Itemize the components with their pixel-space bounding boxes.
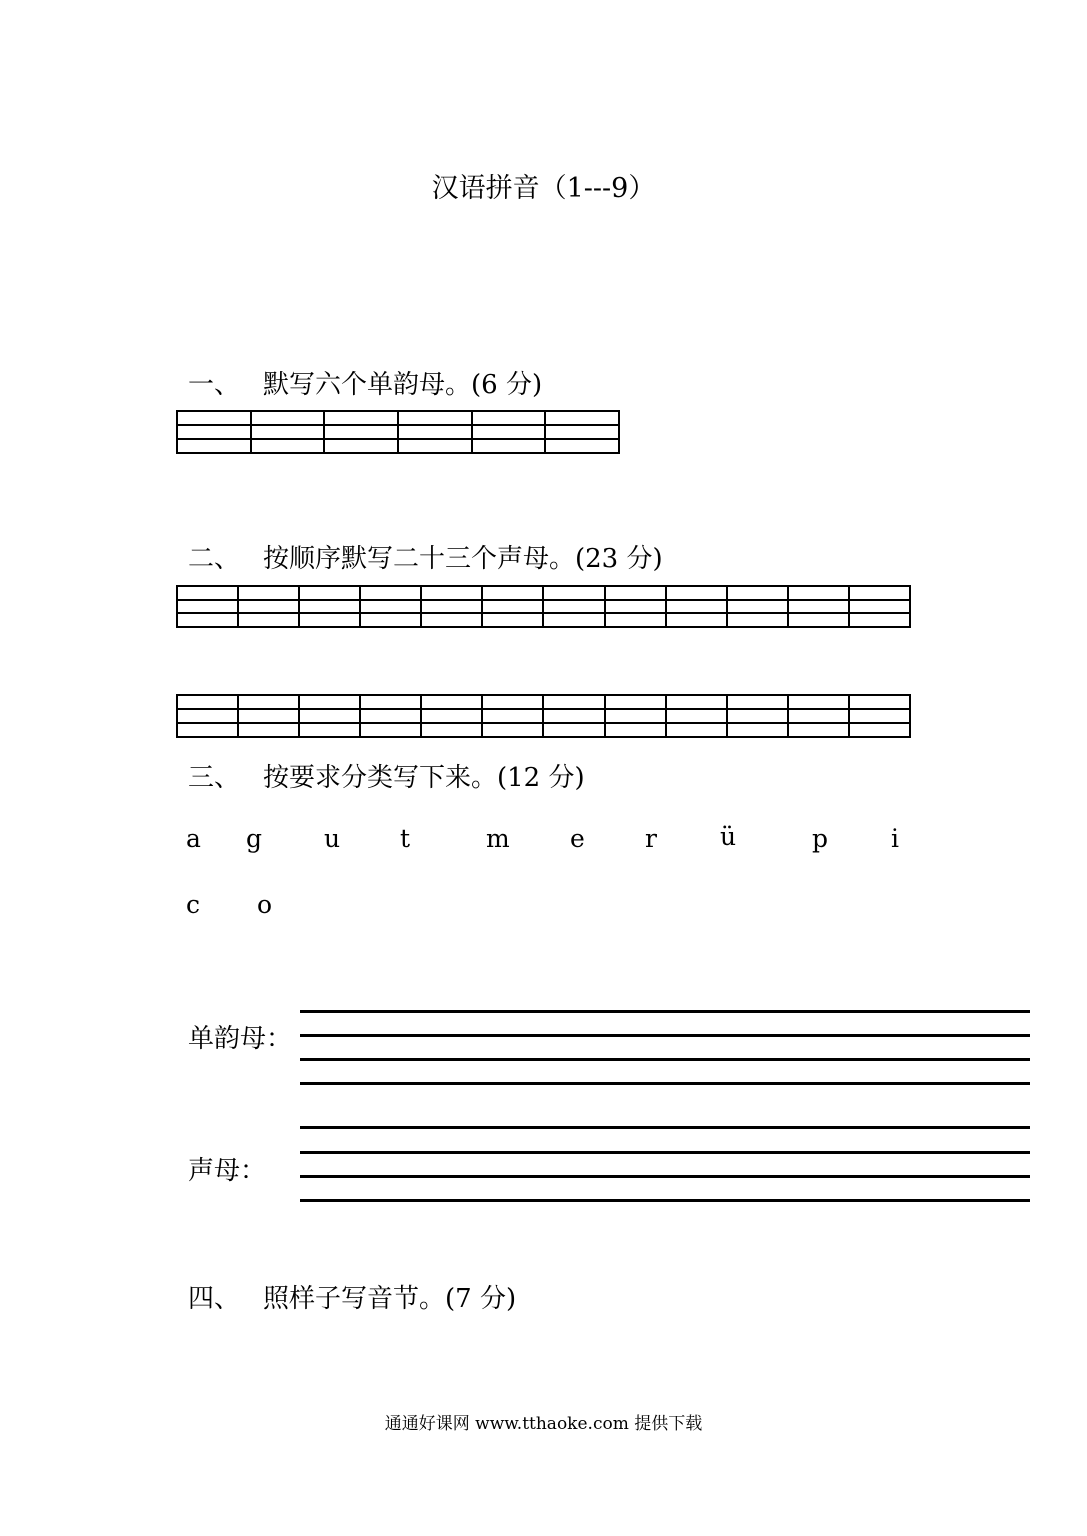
answer-line xyxy=(300,1058,1030,1061)
letter: g xyxy=(246,824,263,853)
answer-line xyxy=(300,1175,1030,1178)
answer-line xyxy=(300,1126,1030,1129)
section-2-number: 二、 xyxy=(188,544,241,574)
section-1-number: 一、 xyxy=(188,370,241,400)
section-4-prompt: 照样子写音节。(7 分) xyxy=(263,1284,517,1314)
letter: c xyxy=(186,890,201,919)
section-4-number: 四、 xyxy=(188,1284,241,1314)
footer-source: 通通好课网 www.tthaoke.com 提供下载 xyxy=(384,1414,703,1434)
answer-line xyxy=(300,1199,1030,1202)
section-3-prompt: 按要求分类写下来。(12 分) xyxy=(263,763,585,793)
answer-grid-initials-1 xyxy=(176,585,911,628)
letter: p xyxy=(812,824,829,853)
letter: a xyxy=(186,824,201,853)
answer-line xyxy=(300,1082,1030,1085)
letter: u xyxy=(324,824,341,853)
answer-grid-finals xyxy=(176,410,620,454)
single-finals-label: 单韵母： xyxy=(188,1024,293,1054)
section-1-prompt: 默写六个单韵母。(6 分) xyxy=(263,370,543,400)
letter: r xyxy=(645,824,657,853)
letter: ü xyxy=(720,822,737,851)
letter: m xyxy=(486,824,510,853)
page-title: 汉语拼音（1---9） xyxy=(431,173,656,204)
letter: t xyxy=(400,824,411,853)
letter: i xyxy=(891,824,899,853)
letter: o xyxy=(257,890,273,919)
section-3-number: 三、 xyxy=(188,763,241,793)
answer-line xyxy=(300,1010,1030,1013)
initials-label: 声母： xyxy=(188,1156,267,1186)
answer-line xyxy=(300,1034,1030,1037)
answer-grid-initials-2 xyxy=(176,694,911,738)
letter: e xyxy=(570,824,585,853)
section-2-prompt: 按顺序默写二十三个声母。(23 分) xyxy=(263,544,663,574)
answer-line xyxy=(300,1151,1030,1154)
